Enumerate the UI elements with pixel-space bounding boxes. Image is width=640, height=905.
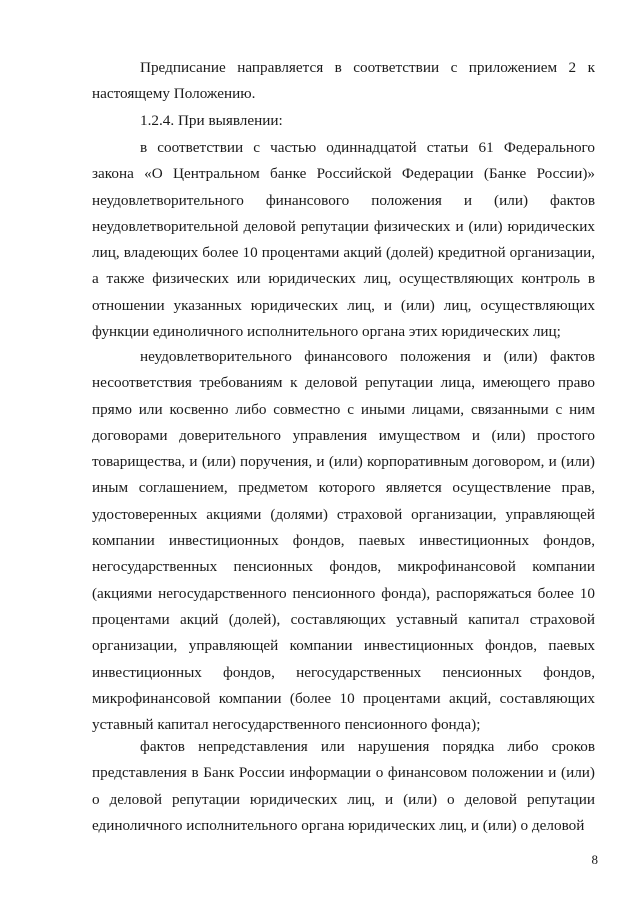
paragraph-financial-position: неудовлетворительного финансового положения и (или) фактов несоответствия требованиям к деловой репутации лица, имеющего право прямо или косвенно либо совместно с иными лицами, связанными с ним договорами доверительного управления имуществом и (или) простого товарищества, и (или) поручения, и (или) корпоративным договором, и (или) иным соглашением, предметом которого является осуществление прав, удостоверенных акциями (долями) страховой организации, управляющей компании инвестиционных фондов, паевых инвестиционных фондов, негосударственных пенсионных фондов, микрофинансовой компании (акциями негосударственного пенсионного фонда), распоряжаться более 10 процентами акций (долей), составляющих уставный капитал страховой организации, управляющей компании инвестиционных фондов, паевых инвестиционных фондов, негосударственных пенсионных фондов, микрофинансовой компании (более 10 процентами акций, составляющих уставный капитал негосударственного пенсионного фонда); — [92, 348, 595, 734]
paragraph-article-61: в соответствии с частью одиннадцатой статьи 61 Федерального закона «О Центральном банке Российской Федерации (Банке России)» неудовлетворительного финансового положения и (или) фактов неудовлетворительной деловой репутации физических и (или) юридических лиц, владеющих более 10 процентами акций (долей) кредитной организации, а также физических или юридических лиц, осуществляющих контроль в отношении указанных юридических лиц, и (или) лиц, осуществляющих функции единоличного исполнительного органа этих юридических лиц; — [92, 139, 595, 341]
paragraph-section-heading: 1.2.4. При выявлении: — [140, 112, 283, 129]
page-number: 8 — [591, 852, 598, 867]
paragraph-non-submission: фактов непредставления или нарушения порядка либо сроков представления в Банк России информации о финансовом положении и (или) о деловой репутации юридических лиц, и (или) о деловой репутации единоличного исполнительного органа юридических лиц, и (или) о деловой — [92, 738, 595, 834]
paragraph-prescription: Предписание направляется в соответствии с приложением 2 к настоящему Положению. — [92, 59, 595, 103]
